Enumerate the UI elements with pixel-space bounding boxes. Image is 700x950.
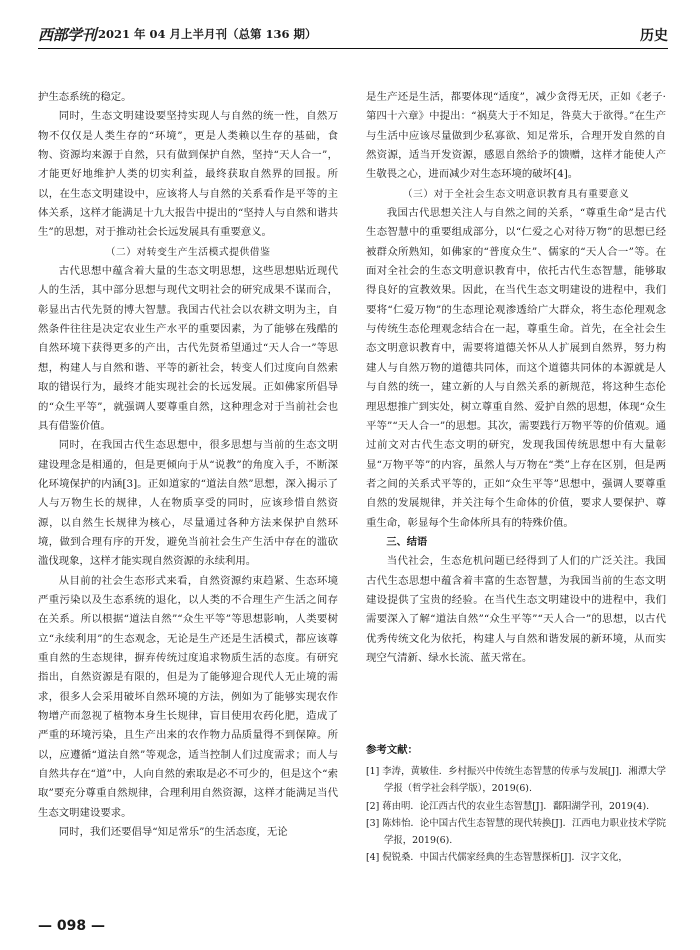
page-number: — 098 —: [38, 918, 105, 934]
body-paragraph: 从目前的社会生态形式来看，自然资源约束趋紧、生态环境严重污染以及生态系统的退化，以人类的不合理生产生活之间存在关系。所以根据“道法自然”“众生平等”等思想影响，人类要树立“永续利用”的生态观念，无论是生产还是生活模式，都应该尊重自然的生态规律，摒弃传统过度追求物质生活的态度。有研究指出，自然资源是有限的，但是为了能够迎合现代人无止境的需求，很多人会采用破坏自然环境的方法，例如为了能够实现农作物增产而忽视了植物本身生长规律，盲目使用农药化肥，造成了严重的环境污染，且生产出来的农作物力品质量得不到保障。所以，应遵循“道法自然”等观念，适当控制人们过度需求；而人与自然共存在“道”中，人向自然的索取是必不可少的，但是这个“索取”要充分尊重自然规律，合理利用自然资源，这样才能满足当代生态文明建设要求。: [38, 574, 338, 819]
reference-item: [1] 李涛，黄敏佳．乡村振兴中传统生态智慧的传承与发展[J]．湘潭大学学报（哲学社会科学版），2019(6).: [366, 766, 666, 795]
subsection-heading: （二）对转变生产生活模式提供借鉴: [105, 246, 271, 258]
body-paragraph: 是生产还是生活，都要体现“适度”，减少贪得无厌，正如《老子·第四十六章》中提出：“祸莫大于不知足，咎莫大于欲得。”在生产与生活中应该尽量做到少私寡欲、知足常乐，合理开发自然的自然资源，适当开发资源，感恩自然给予的馈赠，这样才能使人产生敬畏之心，进而减少对生态环境的破坏[4]。: [366, 91, 666, 181]
body-paragraph: 同时，在我国古代生态思想中，很多思想与当前的生态文明建设理念是相通的，但是更倾向于从“说教”的角度入手，不断深化环境保护的内涵[3]。正如道家的“道法自然”思想，深入揭示了人与万物生长的规律，人在物质享受的同时，应该珍惜自然资源，以自然生长规律为核心，尽量通过各种方法来保护自然环境，做到合理有序的开发，避免当前社会生产生活中存在的滥砍滥伐现象，这样才能实现自然资源的永续利用。: [38, 439, 338, 568]
right-text-column: [366, 88, 666, 668]
reference-item: [2] 蒋由明．论江西古代的农业生态智慧[J]．鄱阳湖学刊，2019(4).: [366, 800, 650, 812]
body-paragraph: 同时，生态文明建设要坚持实现人与自然的统一性，自然万物不仅仅是人类生存的“环境”，更是人类赖以生存的基础，食物、资源均来源于自然，只有做到保护自然，坚持“天人合一”，才能更好地维护人类的切实利益，最终获取自然界的回报。所以，在生态文明建设中，应该将人与自然的关系看作是平等的主体关系，这样才能满足十九大报告中提出的“坚持人与自然和谐共生”的思想，对于推动社会长远发展具有重要意义。: [38, 110, 338, 239]
section-title: 历史: [640, 28, 668, 44]
body-paragraph: 当代社会，生态危机问题已经得到了人们的广泛关注。我国古代生态思想中蕴含着丰富的生态智慧，为我国当前的生态文明建设提供了宝贵的经验。在当代生态文明建设中的进程中，我们需要深入了解“道法自然”“众生平等”“天人合一”的思想，以古代优秀传统文化为依托，构建人与自然和谐发展的新环境，从而实现空气清新、绿水长流、蓝天常在。: [366, 555, 666, 664]
subsection-heading: （三）对于全社会生态文明意识教育具有重要意义: [402, 188, 630, 200]
journal-logo: 西部学刊: [38, 26, 97, 44]
references-list: [366, 763, 666, 866]
issue-info: 2021 年 04 月上半月刊（总第 136 期）: [98, 27, 317, 41]
reference-item: [3] 陈炜怡．论中国古代生态智慧的现代转换[J]．江西电力职业技术学院学报，2019(6).: [366, 817, 666, 847]
references-section: [366, 742, 666, 866]
section-heading: 三、结语: [386, 536, 428, 548]
body-paragraph: 古代思想中蕴含着大量的生态文明思想，这些思想贴近现代人的生活，其中部分思想与现代文明社会的研究成果不谋而合，彰显出古代先贤的博大智慧。我国古代社会以农耕文明为主，自然条件往往是决定农业生产水平的重要因素，为了能够在残酷的自然环境下获得更多的产出，古代先贤希望通过“天人合一”等思想，构建人与自然和谐、平等的新社会，转变人们过度向自然索取的错误行为，最终才能实现社会的长远发展。正如佛家所倡导的“众生平等”，就强调人要尊重自然，这种理念对于当前社会也具有借鉴价值。: [38, 265, 338, 432]
left-text-column: [38, 88, 338, 842]
reference-item: [4] 倪锐桑．中国古代儒家经典的生态智慧探析[J]．汉字文化，: [366, 852, 628, 864]
page-header: [38, 22, 668, 49]
body-paragraph: 我国古代思想关注人与自然之间的关系，“尊重生命”是古代生态智慧中的重要组成部分，以“仁爱之心对待万物”的思想已经被群众所熟知，如佛家的“普度众生”、儒家的“天人合一”等。在面对全社会的生态文明意识教育中，依托古代生态智慧，能够取得良好的宣教效果。因此，在当代生态文明建设的进程中，我们要将“仁爱万物”的生态理论观渗透给广大群众，将生态伦理观念与传统生态伦理观念结合在一起，尊重生命。首先，在全社会生态文明意识教育中，需要将道德关怀从人扩展到自然界，努力构建人与自然万物的道德共同体，而这个道德共同体的本源就是人与自然的统一，建立新的人与自然关系的新规范，将这种生态伦理思想推广到实处，树立尊重自然、爱护自然的思想，体现“众生平等”“天人合一”的思想。其次，需要践行万物平等的价值观。通过前文对古代生态文明的研究，发现我国传统思想中有大量彰显“万物平等”的内容，虽然人与万物在“类”上存在区别，但是两者之间的关系式平等的，正如“众生平等”思想中，强调人要尊重自然的发展规律，并关注每个生命体的价值，要求人要保护、尊重生命，彰显每个生命体所具有的特殊价值。: [366, 207, 666, 529]
body-paragraph: 护生态系统的稳定。: [38, 91, 132, 103]
body-paragraph: 同时，我们还要倡导“知足常乐”的生活态度，无论: [58, 826, 288, 839]
references-title: 参考文献：: [366, 744, 418, 756]
